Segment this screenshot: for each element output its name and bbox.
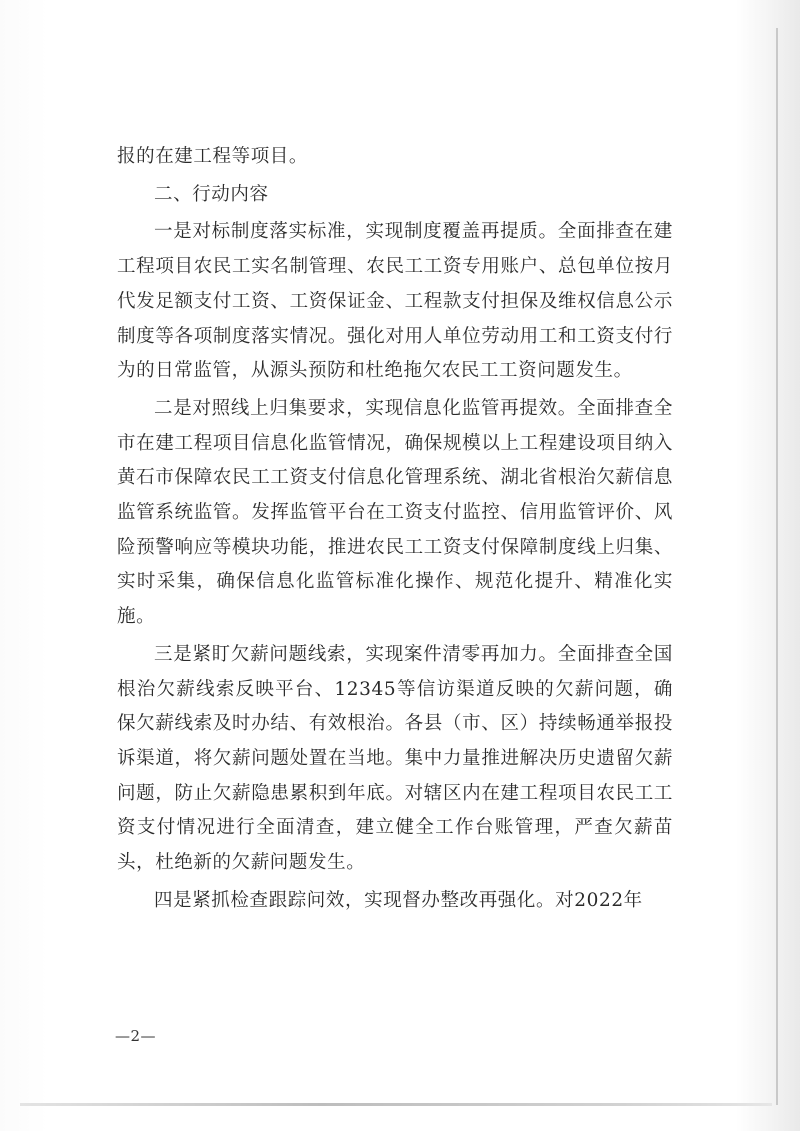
section-heading: 二、行动内容 bbox=[154, 183, 269, 205]
document-body bbox=[117, 140, 673, 918]
paragraph-item-3: 三是紧盯欠薪问题线索，实现案件清零再加力。全面排查全国根治欠薪线索反映平台、12345等信访渠道反映的欠薪问题，确保欠薪线索及时办结、有效根治。各县（市、区）持续畅通举报投诉渠道，将欠薪问题处置在当地。集中力量推进解决历史遗留欠薪问题，防止欠薪隐患累积到年底。对辖区内在建工程项目农民工工资支付情况进行全面清查，建立健全工作台账管理，严查欠薪苗头，杜绝新的欠薪问题发生。 bbox=[117, 643, 673, 874]
paragraph-item-1: 一是对标制度落实标准，实现制度覆盖再提质。全面排查在建工程项目农民工实名制管理、农民工工资专用账户、总包单位按月代发足额支付工资、工资保证金、工程款支付担保及维权信息公示制度等各项制度落实情况。强化对用人单位劳动用工和工资支付行为的日常监管，从源头预防和杜绝拖欠农民工工资问题发生。 bbox=[117, 221, 673, 382]
page-number: —2— bbox=[115, 1027, 157, 1045]
paragraph-item-4: 四是紧抓检查跟踪问效，实现督办整改再强化。对2022年 bbox=[154, 889, 643, 911]
paragraph-item-2: 二是对照线上归集要求，实现信息化监管再提效。全面排查全市在建工程项目信息化监管情况，确保规模以上工程建设项目纳入黄石市保障农民工工资支付信息化管理系统、湖北省根治欠薪信息监管系统监管。发挥监管平台在工资支付监控、信用监管评价、风险预警响应等模块功能，推进农民工工资支付保障制度线上归集、实时采集，确保信息化监管标准化操作、规范化提升、精准化实施。 bbox=[117, 397, 673, 628]
scan-edge-bottom bbox=[20, 1103, 772, 1106]
scan-edge-right bbox=[776, 28, 778, 1105]
paragraph-continuation: 报的在建工程等项目。 bbox=[117, 146, 309, 167]
